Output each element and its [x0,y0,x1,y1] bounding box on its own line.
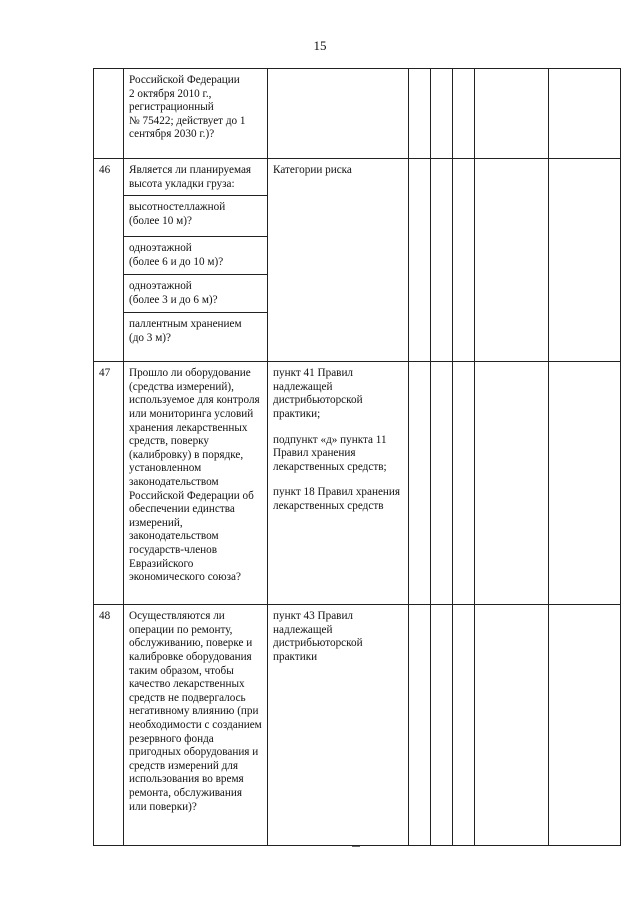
reference-cell [268,605,409,846]
answer-yes-cell [409,362,431,605]
table-row-continuation [94,69,621,159]
reference-text: пункт 18 Правил хранения лекарственных средств [273,486,401,512]
answer-pages-cell [475,69,549,159]
row-number-cell [94,159,124,362]
option-cell [124,313,268,362]
page-number: 15 [313,38,327,53]
checklist-table [93,68,621,846]
answer-no-cell [431,362,453,605]
table-row-46 [94,159,621,196]
table-row-48 [94,605,621,846]
answer-pages-cell [475,362,549,605]
option-text: одноэтажной (более 6 и до 10 м)? [129,242,224,268]
answer-no-cell [431,69,453,159]
answer-na-cell [453,362,475,605]
question-text: Прошло ли оборудование (средства измерений), используемое для контроля или мониторинга условий хранения лекарственных средств, поверку (калибровку) в порядке, установленном законодательством Российской Федерации об обеспечении единства измерений, законодательством государств-членов Евразийского экономического союза? [129,367,260,584]
note-cell [549,362,621,605]
reference-text: подпункт «д» пункта 11 Правил хранения лекарственных средств; [273,433,387,473]
note-cell [549,159,621,362]
scan-mark [352,846,360,847]
answer-na-cell [453,605,475,846]
option-cell [124,275,268,313]
reference-text: пункт 41 Правил надлежащей дистрибьюторской практики; [273,367,363,420]
answer-yes-cell [409,605,431,846]
row-number: 46 [99,164,111,176]
answer-pages-cell [475,605,549,846]
answer-pages-cell [475,159,549,362]
question-cell [124,69,268,159]
question-text: Осуществляются ли операции по ремонту, обслуживанию, поверке и калибровке оборудования таким образом, чтобы качество лекарственных средств не подвергалось негативному влиянию (при необходимости с созданием резервного фонда пригодных оборудования и средств измерений для использования во время ремонта, обслуживания или поверки)? [129,610,262,813]
option-cell [124,237,268,275]
note-cell [549,69,621,159]
row-number: 48 [99,610,111,623]
question-cell [124,605,268,846]
reference-cell [268,69,409,159]
answer-no-cell [431,605,453,846]
row-number-cell [94,69,124,159]
answer-yes-cell [409,159,431,362]
option-text: высотностеллажной (более 10 м)? [129,201,226,227]
option-text: одноэтажной (более 3 и до 6 м)? [129,280,218,306]
row-number-cell [94,605,124,846]
note-cell [549,605,621,846]
reference-text: Категории риска [273,164,352,176]
row-number-cell [94,362,124,605]
question-cell [124,362,268,605]
option-text: паллентным хранением (до 3 м)? [129,318,242,344]
answer-no-cell [431,159,453,362]
table-row-47 [94,362,621,605]
answer-yes-cell [409,69,431,159]
option-cell [124,196,268,237]
question-text: Является ли планируемая высота укладки груза: [129,164,252,190]
answer-na-cell [453,159,475,362]
row-number: 47 [99,367,111,380]
answer-na-cell [453,69,475,159]
reference-cell [268,362,409,605]
question-cell [124,159,268,196]
reference-text: пункт 43 Правил надлежащей дистрибьюторской практики [273,610,363,663]
question-text: Российской Федерации 2 октября 2010 г., регистрационный № 75422; действует до 1 сентября 2030 г.)? [129,74,246,141]
reference-cell [268,159,409,362]
